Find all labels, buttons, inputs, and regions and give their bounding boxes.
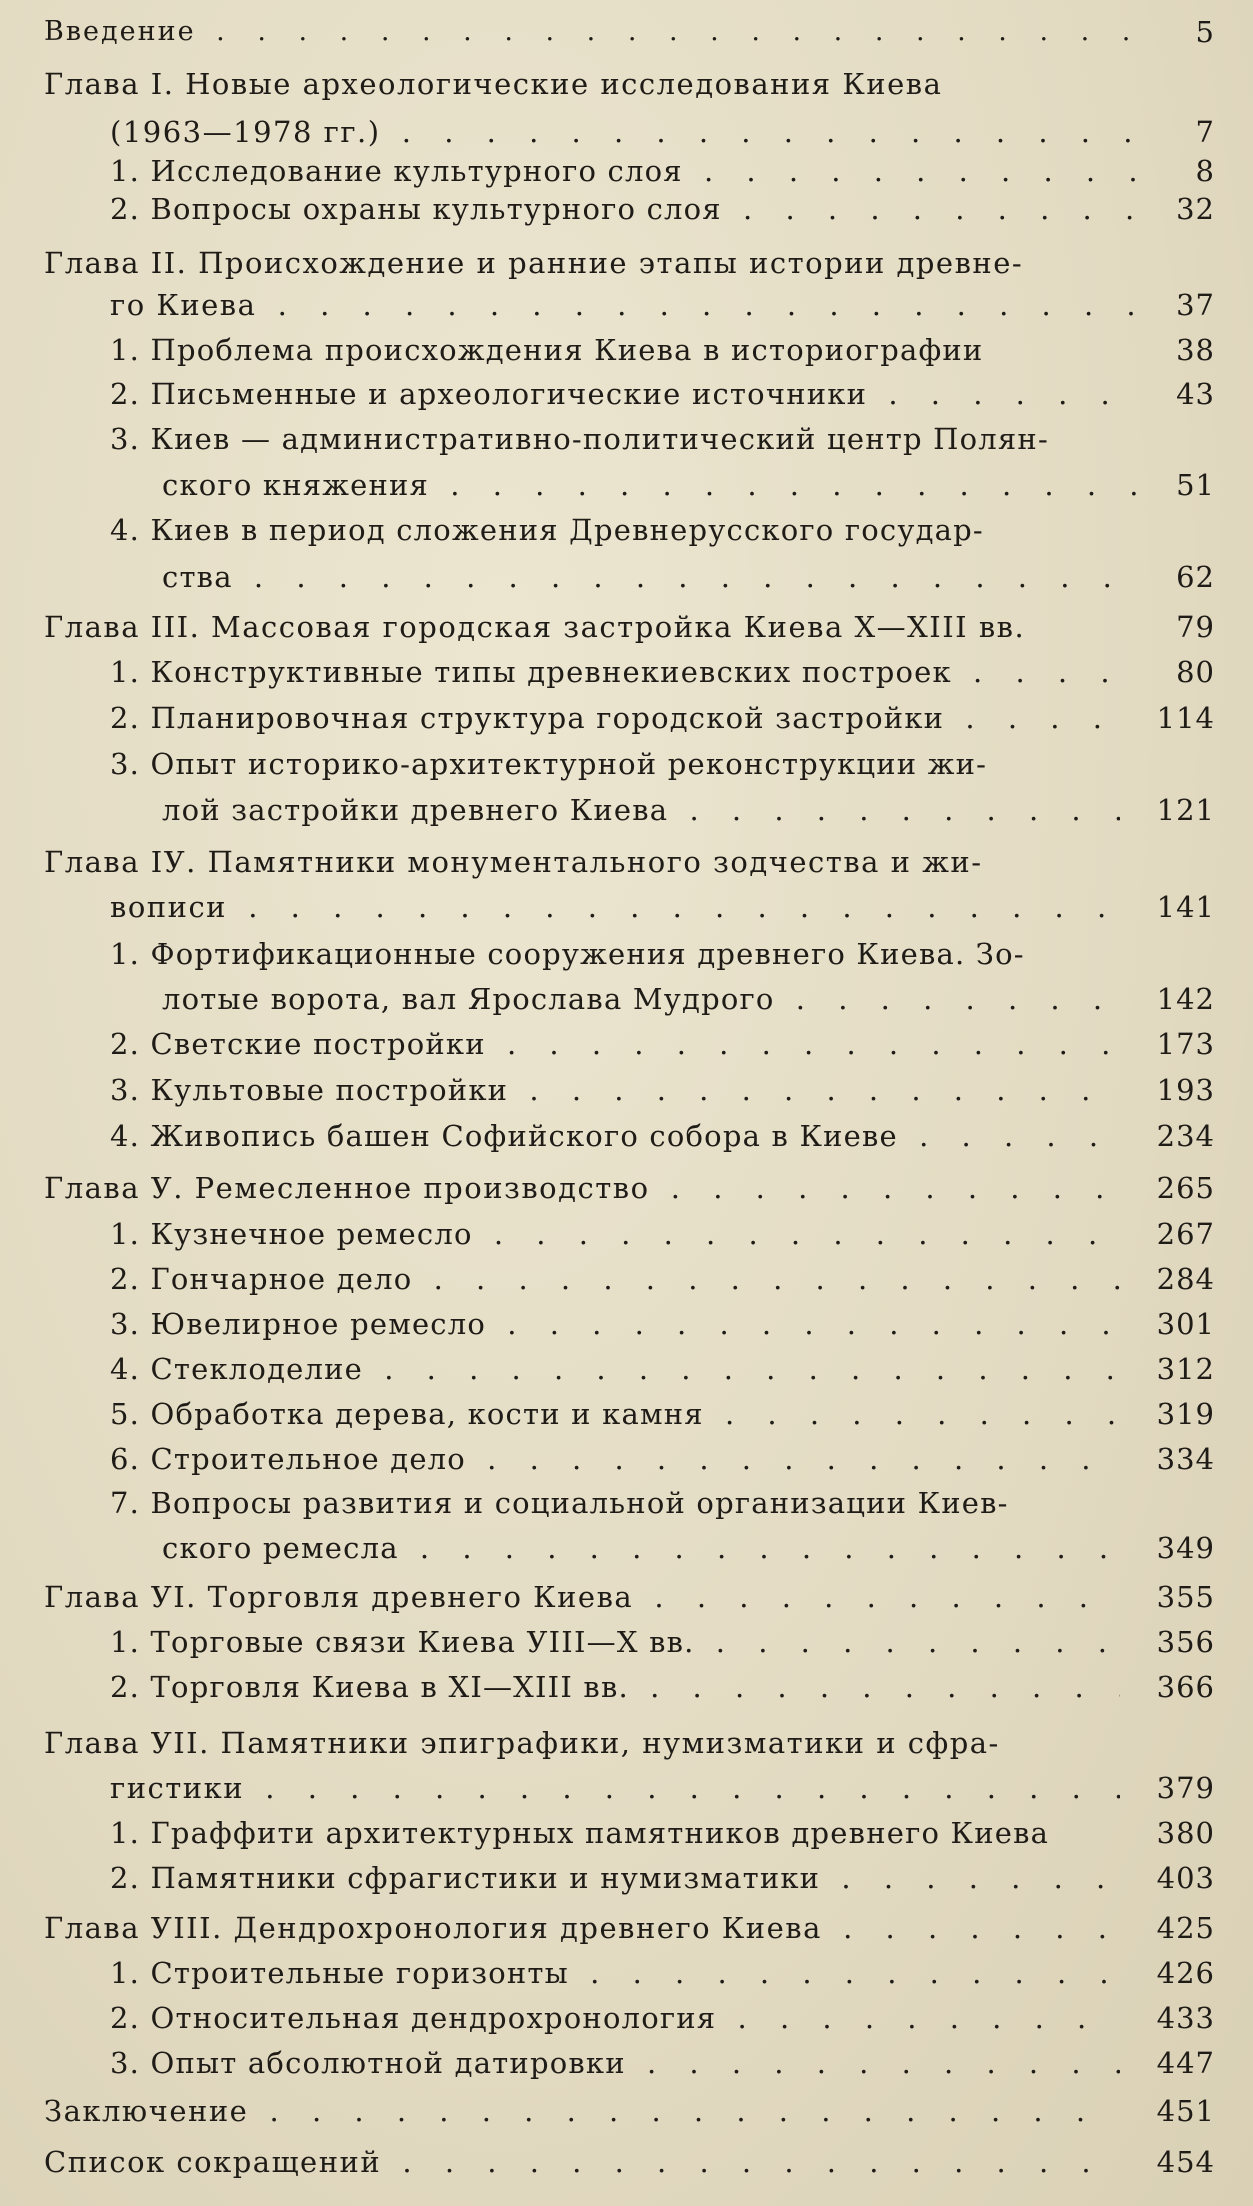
toc-entry	[0, 1347, 1253, 1391]
toc-entry	[0, 62, 1253, 106]
entry-page: 301	[1156, 1307, 1215, 1341]
entry-page: 356	[1156, 1625, 1215, 1659]
entry-title: 6. Строительное дело . . .	[110, 1437, 1120, 1481]
entry-title: Глава I. Новые археологические исследования Киева	[44, 67, 943, 101]
toc-entry	[0, 555, 1253, 599]
entry-page: 379	[1156, 1771, 1215, 1805]
toc-entry	[0, 2140, 1253, 2184]
entry-page: 114	[1156, 701, 1215, 735]
entry-title: 4. Живопись башен Софийского собора в Киеве . . .	[110, 1114, 1120, 1158]
entry-title: 2. Планировочная структура городской застройки . . .	[110, 696, 1120, 740]
entry-title: Глава УII. Памятники эпиграфики, нумизматики и сфра-	[44, 1726, 1000, 1760]
entry-title: 1. Граффити архитектурных памятников древнего Киева	[110, 1816, 1050, 1850]
entry-title: лотые ворота, вал Ярослава Мудрого . . .	[162, 977, 1120, 1021]
toc-entry	[0, 1437, 1253, 1481]
toc-entry	[0, 788, 1253, 832]
toc-entry	[0, 1721, 1253, 1765]
entry-title: 4. Киев в период сложения Древнерусского государ-	[110, 513, 984, 547]
toc-entry	[0, 1526, 1253, 1570]
entry-title: Глава У. Ремесленное производство . . .	[44, 1166, 1120, 1210]
entry-title: 4. Стеклоделие . . .	[110, 1347, 1120, 1391]
toc-entry	[0, 1951, 1253, 1995]
toc-entry	[0, 241, 1253, 285]
toc-entry	[0, 1811, 1253, 1855]
entry-title: 3. Опыт абсолютной датировки . . .	[110, 2041, 1120, 2085]
entry-page: 43	[1176, 377, 1215, 411]
toc-entry	[0, 110, 1253, 154]
toc-entry	[0, 463, 1253, 507]
entry-title: 3. Киев — административно-политический центр Полян-	[110, 422, 1049, 456]
entry-title: вописи . . .	[110, 885, 1120, 929]
entry-title: 2. Светские постройки . . .	[110, 1022, 1120, 1066]
toc-entry	[0, 1856, 1253, 1900]
toc-entry	[0, 187, 1253, 231]
entry-title: Введение . . .	[44, 10, 1140, 54]
entry-page: 319	[1156, 1397, 1215, 1431]
entry-title: 1. Исследование культурного слоя . . .	[110, 149, 1140, 193]
entry-page: 425	[1156, 1911, 1215, 1945]
toc-entry	[0, 932, 1253, 976]
toc-entry	[0, 328, 1253, 372]
toc-entry	[0, 10, 1253, 54]
entry-page: 284	[1156, 1262, 1215, 1296]
entry-title: 1. Торговые связи Киева УIII—X вв. . . .	[110, 1620, 1120, 1664]
toc-entry	[0, 1257, 1253, 1301]
entry-title: 2. Относительная дендрохронология . . .	[110, 1996, 1120, 2040]
entry-title: 1. Кузнечное ремесло . . .	[110, 1212, 1120, 1256]
entry-title: ства . . .	[162, 555, 1140, 599]
entry-title: 3. Культовые постройки . . .	[110, 1068, 1120, 1112]
toc-entry	[0, 508, 1253, 552]
entry-title: 2. Вопросы охраны культурного слоя . . .	[110, 187, 1140, 231]
entry-page: 142	[1156, 982, 1215, 1016]
entry-page: 312	[1156, 1352, 1215, 1386]
entry-title: 2. Гончарное дело . . .	[110, 1257, 1120, 1301]
toc-entry	[0, 650, 1253, 694]
toc-entry	[0, 1766, 1253, 1810]
entry-title: Список сокращений . . .	[44, 2140, 1120, 2184]
entry-title: 5. Обработка дерева, кости и камня . . .	[110, 1392, 1120, 1436]
entry-page: 433	[1156, 2001, 1215, 2035]
entry-title: 1. Строительные горизонты . . .	[110, 1951, 1120, 1995]
entry-page: 8	[1195, 154, 1215, 188]
toc-entry	[0, 1392, 1253, 1436]
entry-page: 451	[1156, 2094, 1215, 2128]
toc-entry	[0, 840, 1253, 884]
toc-entry	[0, 372, 1253, 416]
toc-entry	[0, 605, 1253, 649]
entry-page: 37	[1176, 288, 1215, 322]
entry-title: лой застройки древнего Киева . . .	[162, 788, 1120, 832]
entry-title: 7. Вопросы развития и социальной организации Киев-	[110, 1486, 1009, 1520]
entry-title: гистики . . .	[110, 1766, 1120, 1810]
entry-title: 3. Опыт историко-архитектурной реконструкции жи-	[110, 747, 988, 781]
entry-page: 349	[1156, 1531, 1215, 1565]
entry-page: 334	[1156, 1442, 1215, 1476]
entry-page: 79	[1176, 610, 1215, 644]
toc-entry	[0, 417, 1253, 461]
entry-title: ского княжения . . .	[162, 463, 1140, 507]
entry-page: 51	[1176, 468, 1215, 502]
toc-entry	[0, 1665, 1253, 1709]
entry-page: 80	[1176, 655, 1215, 689]
toc-entry	[0, 696, 1253, 740]
entry-title: 2. Торговля Киева в XI—XIII вв. . . .	[110, 1665, 1120, 1709]
entry-title: Глава III. Массовая городская застройка Киева X—XIII вв.	[44, 610, 1026, 644]
entry-title: 2. Памятники сфрагистики и нумизматики . . .	[110, 1856, 1120, 1900]
entry-title: 1. Конструктивные типы древнекиевских построек . . .	[110, 650, 1140, 694]
entry-page: 7	[1195, 115, 1215, 149]
toc-entry	[0, 2041, 1253, 2085]
toc-entry	[0, 1212, 1253, 1256]
toc-entry	[0, 283, 1253, 327]
entry-page: 173	[1156, 1027, 1215, 1061]
entry-title: 2. Письменные и археологические источники . . .	[110, 372, 1140, 416]
entry-page: 380	[1156, 1816, 1215, 1850]
entry-title: Глава IУ. Памятники монументального зодчества и жи-	[44, 845, 983, 879]
entry-page: 32	[1176, 192, 1215, 226]
entry-page: 234	[1156, 1119, 1215, 1153]
entry-title: 1. Проблема происхождения Киева в историографии	[110, 333, 984, 367]
toc-entry	[0, 1996, 1253, 2040]
entry-page: 5	[1195, 15, 1215, 49]
toc-entry	[0, 1068, 1253, 1112]
toc-entry	[0, 1114, 1253, 1158]
entry-title: ского ремесла . . .	[162, 1526, 1120, 1570]
toc-entry	[0, 742, 1253, 786]
entry-title: 1. Фортификационные сооружения древнего Киева. Зо-	[110, 937, 1025, 971]
toc-entry	[0, 1481, 1253, 1525]
entry-title: Глава II. Происхождение и ранние этапы истории древне-	[44, 246, 1024, 280]
toc-entry	[0, 885, 1253, 929]
toc-entry	[0, 1906, 1253, 1950]
toc-entry	[0, 1575, 1253, 1619]
entry-title: Глава УIII. Дендрохронология древнего Киева . . .	[44, 1906, 1120, 1950]
entry-page: 193	[1156, 1073, 1215, 1107]
entry-page: 447	[1156, 2046, 1215, 2080]
entry-page: 267	[1156, 1217, 1215, 1251]
entry-page: 38	[1176, 333, 1215, 367]
entry-page: 355	[1156, 1580, 1215, 1614]
entry-title: Заключение . . .	[44, 2089, 1120, 2133]
entry-page: 454	[1156, 2145, 1215, 2179]
entry-title: (1963—1978 гг.) . . .	[110, 110, 1140, 154]
toc-entry	[0, 1302, 1253, 1346]
entry-page: 62	[1176, 560, 1215, 594]
entry-page: 265	[1156, 1171, 1215, 1205]
toc-entry	[0, 2089, 1253, 2133]
entry-page: 403	[1156, 1861, 1215, 1895]
entry-title: Глава УI. Торговля древнего Киева . . .	[44, 1575, 1120, 1619]
entry-title: 3. Ювелирное ремесло . . .	[110, 1302, 1120, 1346]
entry-page: 366	[1156, 1670, 1215, 1704]
entry-page: 141	[1156, 890, 1215, 924]
toc-entry	[0, 1022, 1253, 1066]
toc-entry	[0, 977, 1253, 1021]
entry-title: го Киева . . .	[110, 283, 1140, 327]
entry-page: 121	[1156, 793, 1215, 827]
toc-entry	[0, 1620, 1253, 1664]
toc-entry	[0, 1166, 1253, 1210]
entry-page: 426	[1156, 1956, 1215, 1990]
